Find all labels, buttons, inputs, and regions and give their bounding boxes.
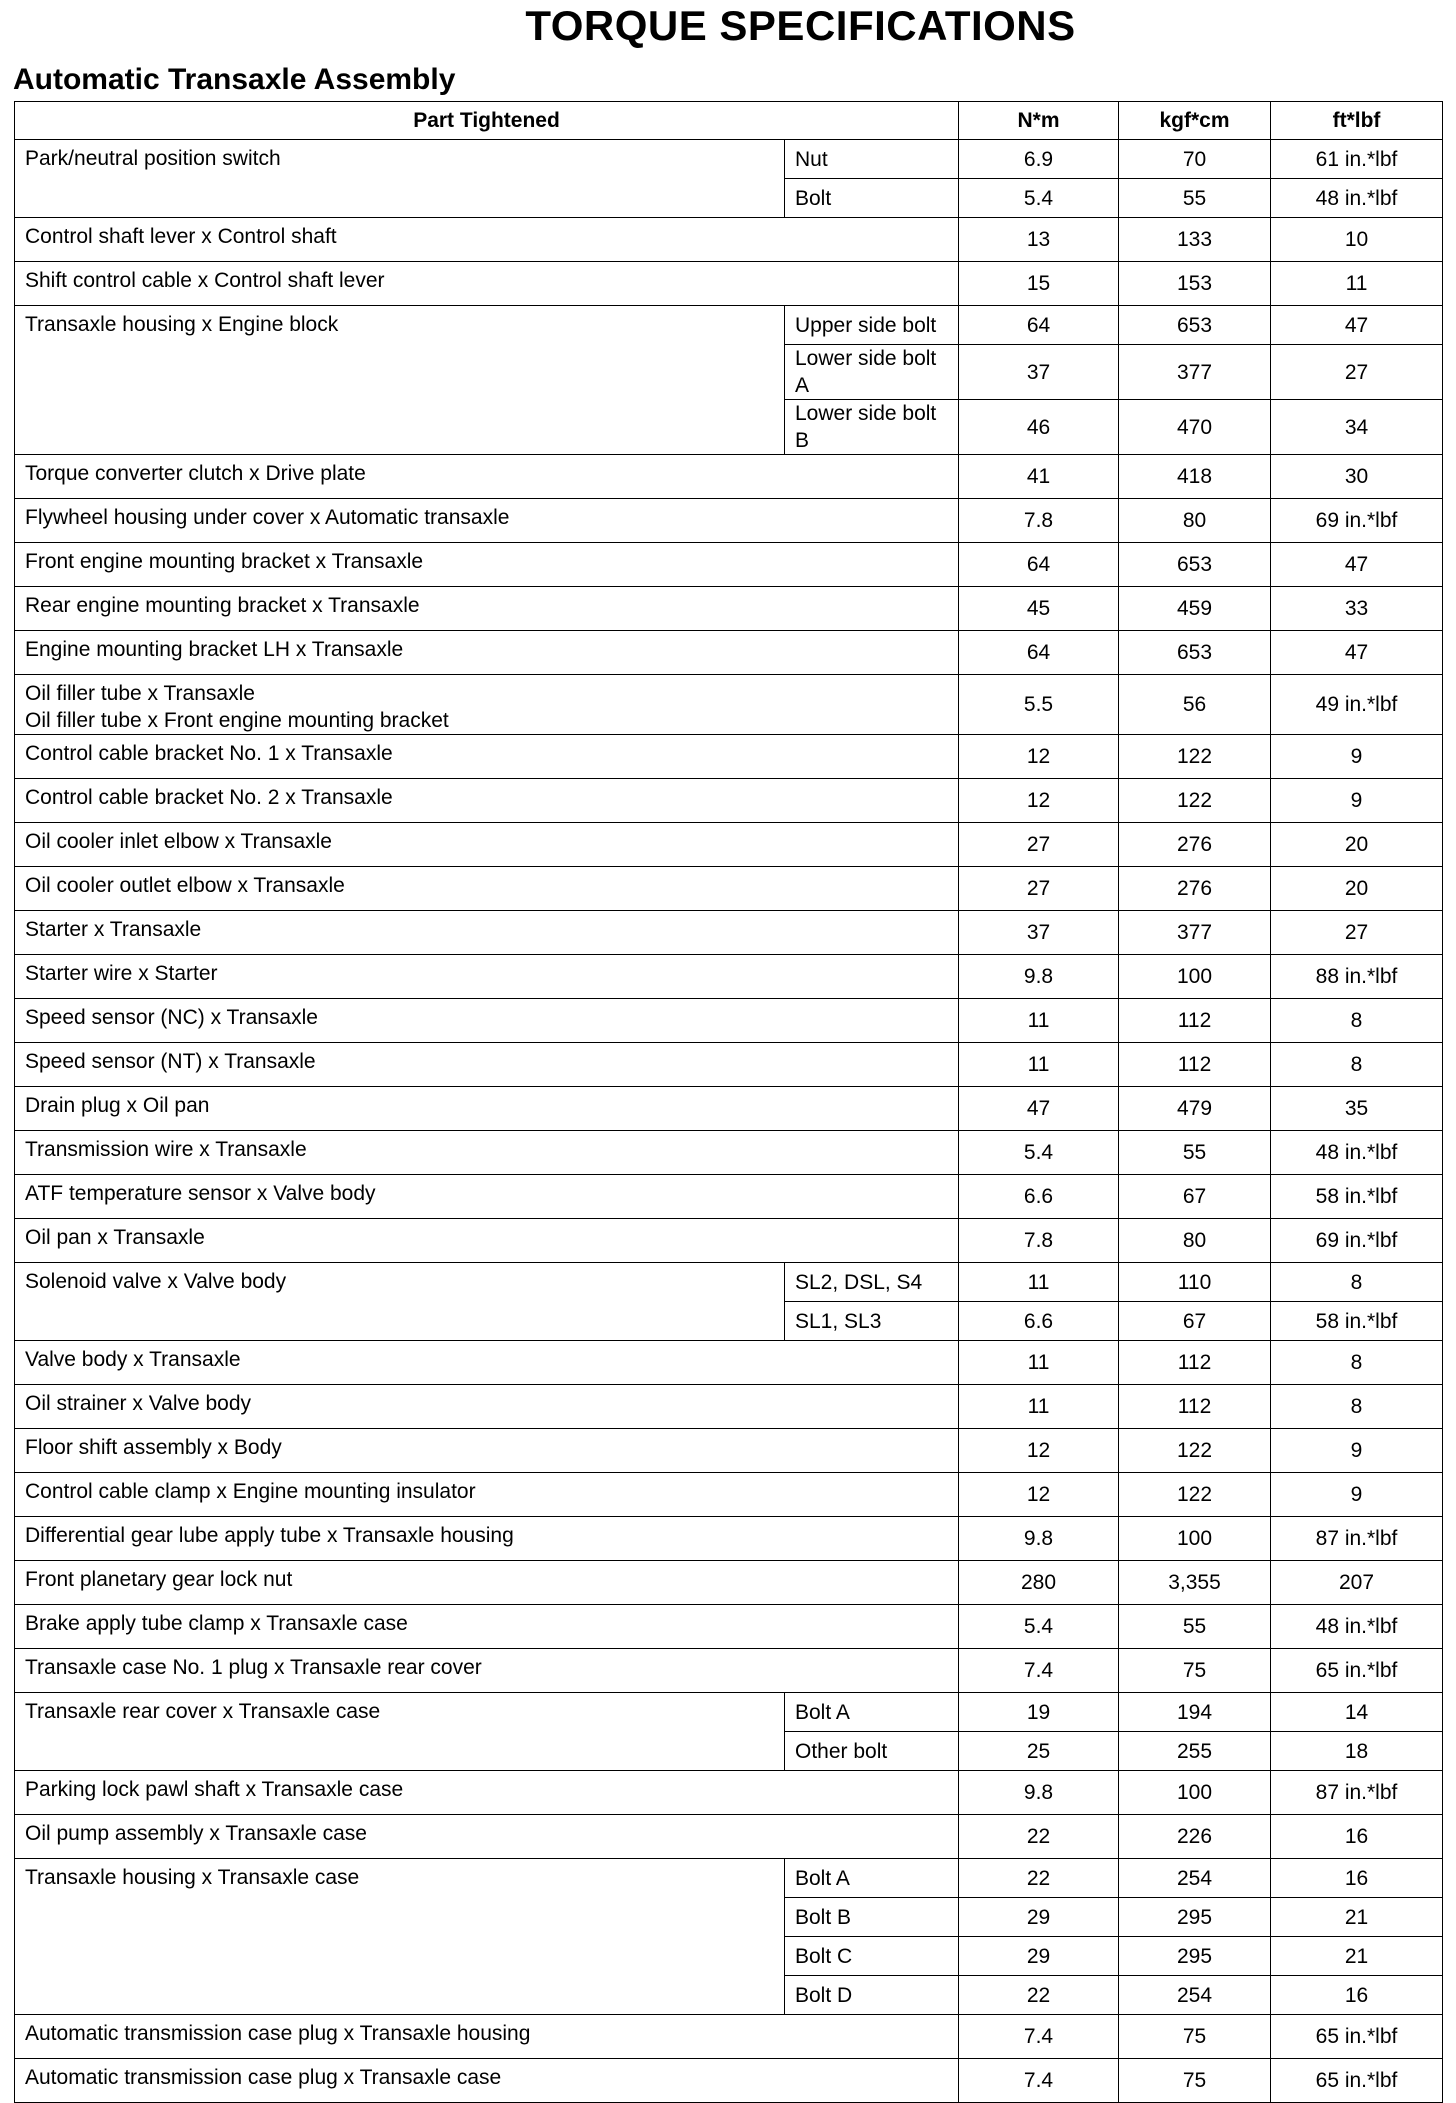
kgfcm-value: 226 xyxy=(1119,1815,1271,1859)
kgfcm-value: 112 xyxy=(1119,999,1271,1043)
nm-value: 11 xyxy=(959,1385,1119,1429)
ftlbf-value: 8 xyxy=(1271,1341,1443,1385)
part-name-secondary: Oil filler tube x Front engine mounting bracket xyxy=(25,709,449,732)
nm-value: 5.4 xyxy=(959,1605,1119,1649)
ftlbf-value: 8 xyxy=(1271,1263,1443,1302)
table-row xyxy=(15,499,1443,543)
sub-part-cell: Upper side bolt xyxy=(785,306,959,345)
sub-part-cell: SL2, DSL, S4 xyxy=(785,1263,959,1302)
ftlbf-value: 9 xyxy=(1271,779,1443,823)
kgfcm-value: 479 xyxy=(1119,1087,1271,1131)
part-name-cell xyxy=(15,218,959,262)
part-name-cell xyxy=(15,1517,959,1561)
sub-part-cell: Bolt A xyxy=(785,1693,959,1732)
table-row xyxy=(15,1815,1443,1859)
nm-value: 15 xyxy=(959,262,1119,306)
part-name: Speed sensor (NC) x Transaxle xyxy=(25,1006,318,1029)
ftlbf-value: 47 xyxy=(1271,306,1443,345)
part-name: Shift control cable x Control shaft lever xyxy=(25,269,385,292)
table-row xyxy=(15,675,1443,735)
kgfcm-value: 653 xyxy=(1119,543,1271,587)
part-name: Brake apply tube clamp x Transaxle case xyxy=(25,1612,408,1635)
table-row xyxy=(15,1473,1443,1517)
part-name: Floor shift assembly x Body xyxy=(25,1436,282,1459)
ftlbf-value: 11 xyxy=(1271,262,1443,306)
part-name: Control cable bracket No. 1 x Transaxle xyxy=(25,742,393,765)
table-row xyxy=(15,1771,1443,1815)
part-name-cell xyxy=(15,455,959,499)
table-row xyxy=(15,735,1443,779)
kgfcm-value: 122 xyxy=(1119,735,1271,779)
ftlbf-value: 58 in.*lbf xyxy=(1271,1175,1443,1219)
nm-value: 46 xyxy=(959,400,1119,455)
table-row xyxy=(15,455,1443,499)
ftlbf-value: 88 in.*lbf xyxy=(1271,955,1443,999)
kgfcm-value: 470 xyxy=(1119,400,1271,455)
ftlbf-value: 9 xyxy=(1271,1429,1443,1473)
nm-value: 280 xyxy=(959,1561,1119,1605)
nm-value: 5.5 xyxy=(959,675,1119,735)
part-name-cell xyxy=(15,1087,959,1131)
ftlbf-value: 49 in.*lbf xyxy=(1271,675,1443,735)
table-row xyxy=(15,587,1443,631)
part-name-cell xyxy=(15,1219,959,1263)
torque-table xyxy=(14,101,1443,2103)
ftlbf-value: 61 in.*lbf xyxy=(1271,140,1443,179)
kgfcm-value: 653 xyxy=(1119,306,1271,345)
ftlbf-value: 65 in.*lbf xyxy=(1271,2015,1443,2059)
ftlbf-value: 27 xyxy=(1271,911,1443,955)
part-name: Oil pan x Transaxle xyxy=(25,1226,205,1249)
part-name: Rear engine mounting bracket x Transaxle xyxy=(25,594,420,617)
table-row xyxy=(15,306,1443,345)
kgfcm-value: 112 xyxy=(1119,1043,1271,1087)
nm-value: 13 xyxy=(959,218,1119,262)
ftlbf-value: 33 xyxy=(1271,587,1443,631)
part-name: Flywheel housing under cover x Automatic transaxle xyxy=(25,506,510,529)
ftlbf-value: 8 xyxy=(1271,1043,1443,1087)
sub-part-cell: Bolt A xyxy=(785,1859,959,1898)
part-name-cell xyxy=(15,1473,959,1517)
table-row xyxy=(15,999,1443,1043)
nm-value: 6.9 xyxy=(959,140,1119,179)
part-name: Transaxle housing x Engine block xyxy=(25,313,339,336)
part-name: Control cable bracket No. 2 x Transaxle xyxy=(25,786,393,809)
part-name: Oil filler tube x Transaxle xyxy=(25,682,255,705)
kgfcm-value: 133 xyxy=(1119,218,1271,262)
sub-part-cell: Lower side bolt B xyxy=(785,400,959,455)
part-name: Transaxle rear cover x Transaxle case xyxy=(25,1700,381,1723)
part-name-cell xyxy=(15,1131,959,1175)
part-name-cell xyxy=(15,1341,959,1385)
part-name: Torque converter clutch x Drive plate xyxy=(25,462,366,485)
part-name-cell xyxy=(15,140,785,218)
column-header-ftlbf: ft*lbf xyxy=(1271,102,1443,140)
part-name: Control cable clamp x Engine mounting insulator xyxy=(25,1480,476,1503)
ftlbf-value: 9 xyxy=(1271,735,1443,779)
part-name-cell xyxy=(15,499,959,543)
nm-value: 5.4 xyxy=(959,1131,1119,1175)
part-name: Differential gear lube apply tube x Transaxle housing xyxy=(25,1524,514,1547)
nm-value: 7.8 xyxy=(959,1219,1119,1263)
part-name-cell xyxy=(15,1859,785,2015)
part-name: Transmission wire x Transaxle xyxy=(25,1138,307,1161)
nm-value: 64 xyxy=(959,631,1119,675)
ftlbf-value: 8 xyxy=(1271,999,1443,1043)
kgfcm-value: 67 xyxy=(1119,1302,1271,1341)
sub-part-cell: Lower side bolt A xyxy=(785,345,959,400)
table-row xyxy=(15,823,1443,867)
sub-part-cell: Bolt xyxy=(785,179,959,218)
part-name: Control shaft lever x Control shaft xyxy=(25,225,337,248)
ftlbf-value: 27 xyxy=(1271,345,1443,400)
ftlbf-value: 21 xyxy=(1271,1898,1443,1937)
part-name: Front engine mounting bracket x Transaxle xyxy=(25,550,424,573)
ftlbf-value: 9 xyxy=(1271,1473,1443,1517)
nm-value: 9.8 xyxy=(959,955,1119,999)
nm-value: 12 xyxy=(959,1473,1119,1517)
nm-value: 45 xyxy=(959,587,1119,631)
ftlbf-value: 14 xyxy=(1271,1693,1443,1732)
table-row xyxy=(15,1087,1443,1131)
kgfcm-value: 255 xyxy=(1119,1732,1271,1771)
ftlbf-value: 48 in.*lbf xyxy=(1271,179,1443,218)
table-row xyxy=(15,631,1443,675)
ftlbf-value: 16 xyxy=(1271,1815,1443,1859)
section-title: Automatic Transaxle Assembly xyxy=(13,63,456,96)
column-header-kgfcm: kgf*cm xyxy=(1119,102,1271,140)
nm-value: 9.8 xyxy=(959,1517,1119,1561)
part-name: Parking lock pawl shaft x Transaxle case xyxy=(25,1778,404,1801)
part-name: Starter wire x Starter xyxy=(25,962,218,985)
ftlbf-value: 87 in.*lbf xyxy=(1271,1771,1443,1815)
kgfcm-value: 80 xyxy=(1119,499,1271,543)
table-row xyxy=(15,1043,1443,1087)
ftlbf-value: 69 in.*lbf xyxy=(1271,1219,1443,1263)
part-name: Oil pump assembly x Transaxle case xyxy=(25,1822,367,1845)
ftlbf-value: 65 in.*lbf xyxy=(1271,2059,1443,2103)
kgfcm-value: 122 xyxy=(1119,1429,1271,1473)
kgfcm-value: 75 xyxy=(1119,2059,1271,2103)
part-name-cell xyxy=(15,955,959,999)
table-row xyxy=(15,1561,1443,1605)
nm-value: 25 xyxy=(959,1732,1119,1771)
kgfcm-value: 122 xyxy=(1119,779,1271,823)
part-name: ATF temperature sensor x Valve body xyxy=(25,1182,376,1205)
part-name-cell xyxy=(15,1771,959,1815)
part-name-cell xyxy=(15,1693,785,1771)
ftlbf-value: 20 xyxy=(1271,867,1443,911)
kgfcm-value: 276 xyxy=(1119,867,1271,911)
table-row xyxy=(15,1131,1443,1175)
part-name: Speed sensor (NT) x Transaxle xyxy=(25,1050,316,1073)
part-name: Park/neutral position switch xyxy=(25,147,281,170)
part-name-cell xyxy=(15,1385,959,1429)
ftlbf-value: 48 in.*lbf xyxy=(1271,1131,1443,1175)
ftlbf-value: 34 xyxy=(1271,400,1443,455)
table-row xyxy=(15,1341,1443,1385)
ftlbf-value: 10 xyxy=(1271,218,1443,262)
part-name-cell xyxy=(15,1561,959,1605)
table-row xyxy=(15,911,1443,955)
ftlbf-value: 207 xyxy=(1271,1561,1443,1605)
part-name-cell xyxy=(15,735,959,779)
kgfcm-value: 100 xyxy=(1119,1771,1271,1815)
part-name: Front planetary gear lock nut xyxy=(25,1568,293,1591)
table-row xyxy=(15,2059,1443,2103)
table-row xyxy=(15,1175,1443,1219)
nm-value: 29 xyxy=(959,1898,1119,1937)
kgfcm-value: 70 xyxy=(1119,140,1271,179)
nm-value: 7.4 xyxy=(959,1649,1119,1693)
kgfcm-value: 276 xyxy=(1119,823,1271,867)
nm-value: 7.4 xyxy=(959,2015,1119,2059)
kgfcm-value: 295 xyxy=(1119,1898,1271,1937)
torque-table-body xyxy=(15,140,1443,2103)
kgfcm-value: 112 xyxy=(1119,1341,1271,1385)
nm-value: 64 xyxy=(959,543,1119,587)
part-name-cell xyxy=(15,1175,959,1219)
ftlbf-value: 21 xyxy=(1271,1937,1443,1976)
nm-value: 19 xyxy=(959,1693,1119,1732)
table-row xyxy=(15,1517,1443,1561)
nm-value: 12 xyxy=(959,1429,1119,1473)
kgfcm-value: 55 xyxy=(1119,179,1271,218)
ftlbf-value: 87 in.*lbf xyxy=(1271,1517,1443,1561)
kgfcm-value: 153 xyxy=(1119,262,1271,306)
kgfcm-value: 55 xyxy=(1119,1605,1271,1649)
part-name-cell xyxy=(15,999,959,1043)
nm-value: 7.4 xyxy=(959,2059,1119,2103)
part-name: Automatic transmission case plug x Transaxle case xyxy=(25,2066,502,2089)
kgfcm-value: 110 xyxy=(1119,1263,1271,1302)
kgfcm-value: 67 xyxy=(1119,1175,1271,1219)
ftlbf-value: 30 xyxy=(1271,455,1443,499)
ftlbf-value: 69 in.*lbf xyxy=(1271,499,1443,543)
part-name-cell xyxy=(15,1429,959,1473)
table-row xyxy=(15,1605,1443,1649)
part-name-cell xyxy=(15,587,959,631)
kgfcm-value: 75 xyxy=(1119,1649,1271,1693)
ftlbf-value: 48 in.*lbf xyxy=(1271,1605,1443,1649)
sub-part-cell: Nut xyxy=(785,140,959,179)
part-name-cell xyxy=(15,1263,785,1341)
part-name-cell xyxy=(15,543,959,587)
part-name: Oil strainer x Valve body xyxy=(25,1392,252,1415)
part-name-cell xyxy=(15,1605,959,1649)
table-row xyxy=(15,1263,1443,1302)
kgfcm-value: 418 xyxy=(1119,455,1271,499)
ftlbf-value: 47 xyxy=(1271,543,1443,587)
part-name: Valve body x Transaxle xyxy=(25,1348,241,1371)
column-header-nm: N*m xyxy=(959,102,1119,140)
ftlbf-value: 65 in.*lbf xyxy=(1271,1649,1443,1693)
ftlbf-value: 47 xyxy=(1271,631,1443,675)
part-name-cell xyxy=(15,779,959,823)
table-row xyxy=(15,867,1443,911)
table-row xyxy=(15,779,1443,823)
table-row xyxy=(15,1649,1443,1693)
nm-value: 37 xyxy=(959,345,1119,400)
table-row xyxy=(15,543,1443,587)
nm-value: 7.8 xyxy=(959,499,1119,543)
ftlbf-value: 16 xyxy=(1271,1976,1443,2015)
kgfcm-value: 3,355 xyxy=(1119,1561,1271,1605)
part-name-cell xyxy=(15,1815,959,1859)
table-row xyxy=(15,1859,1443,1898)
nm-value: 12 xyxy=(959,779,1119,823)
sub-part-cell: Bolt D xyxy=(785,1976,959,2015)
part-name: Starter x Transaxle xyxy=(25,918,202,941)
table-row xyxy=(15,955,1443,999)
nm-value: 64 xyxy=(959,306,1119,345)
nm-value: 11 xyxy=(959,1263,1119,1302)
nm-value: 41 xyxy=(959,455,1119,499)
nm-value: 47 xyxy=(959,1087,1119,1131)
sub-part-cell: Other bolt xyxy=(785,1732,959,1771)
nm-value: 6.6 xyxy=(959,1175,1119,1219)
part-name: Transaxle housing x Transaxle case xyxy=(25,1866,360,1889)
nm-value: 22 xyxy=(959,1859,1119,1898)
nm-value: 27 xyxy=(959,823,1119,867)
kgfcm-value: 75 xyxy=(1119,2015,1271,2059)
kgfcm-value: 653 xyxy=(1119,631,1271,675)
kgfcm-value: 459 xyxy=(1119,587,1271,631)
nm-value: 6.6 xyxy=(959,1302,1119,1341)
table-header-row xyxy=(15,102,1443,140)
nm-value: 11 xyxy=(959,1043,1119,1087)
table-row xyxy=(15,262,1443,306)
table-row xyxy=(15,1693,1443,1732)
kgfcm-value: 122 xyxy=(1119,1473,1271,1517)
nm-value: 11 xyxy=(959,999,1119,1043)
kgfcm-value: 295 xyxy=(1119,1937,1271,1976)
page-title: TORQUE SPECIFICATIONS xyxy=(525,2,1076,49)
nm-value: 12 xyxy=(959,735,1119,779)
part-name: Transaxle case No. 1 plug x Transaxle rear cover xyxy=(25,1656,482,1679)
kgfcm-value: 100 xyxy=(1119,1517,1271,1561)
part-name: Drain plug x Oil pan xyxy=(25,1094,210,1117)
ftlbf-value: 18 xyxy=(1271,1732,1443,1771)
kgfcm-value: 100 xyxy=(1119,955,1271,999)
nm-value: 11 xyxy=(959,1341,1119,1385)
part-name-cell xyxy=(15,867,959,911)
part-name: Oil cooler outlet elbow x Transaxle xyxy=(25,874,345,897)
nm-value: 22 xyxy=(959,1976,1119,2015)
part-name-cell xyxy=(15,675,959,735)
kgfcm-value: 56 xyxy=(1119,675,1271,735)
kgfcm-value: 55 xyxy=(1119,1131,1271,1175)
kgfcm-value: 194 xyxy=(1119,1693,1271,1732)
nm-value: 29 xyxy=(959,1937,1119,1976)
part-name-cell xyxy=(15,1043,959,1087)
kgfcm-value: 254 xyxy=(1119,1859,1271,1898)
part-name: Engine mounting bracket LH x Transaxle xyxy=(25,638,404,661)
sub-part-cell: Bolt B xyxy=(785,1898,959,1937)
table-row xyxy=(15,140,1443,179)
part-name: Automatic transmission case plug x Transaxle housing xyxy=(25,2022,531,2045)
column-header-part: Part Tightened xyxy=(15,102,959,140)
part-name-cell xyxy=(15,1649,959,1693)
part-name: Solenoid valve x Valve body xyxy=(25,1270,287,1293)
nm-value: 5.4 xyxy=(959,179,1119,218)
kgfcm-value: 112 xyxy=(1119,1385,1271,1429)
part-name-cell xyxy=(15,2015,959,2059)
ftlbf-value: 58 in.*lbf xyxy=(1271,1302,1443,1341)
kgfcm-value: 377 xyxy=(1119,911,1271,955)
part-name-cell xyxy=(15,262,959,306)
part-name-cell xyxy=(15,631,959,675)
part-name-cell xyxy=(15,2059,959,2103)
table-row xyxy=(15,1429,1443,1473)
table-row xyxy=(15,1219,1443,1263)
ftlbf-value: 8 xyxy=(1271,1385,1443,1429)
part-name-cell xyxy=(15,823,959,867)
nm-value: 9.8 xyxy=(959,1771,1119,1815)
kgfcm-value: 377 xyxy=(1119,345,1271,400)
nm-value: 37 xyxy=(959,911,1119,955)
ftlbf-value: 16 xyxy=(1271,1859,1443,1898)
table-row xyxy=(15,1385,1443,1429)
nm-value: 22 xyxy=(959,1815,1119,1859)
kgfcm-value: 80 xyxy=(1119,1219,1271,1263)
kgfcm-value: 254 xyxy=(1119,1976,1271,2015)
sub-part-cell: Bolt C xyxy=(785,1937,959,1976)
part-name-cell xyxy=(15,306,785,455)
table-row xyxy=(15,218,1443,262)
table-row xyxy=(15,2015,1443,2059)
part-name: Oil cooler inlet elbow x Transaxle xyxy=(25,830,332,853)
ftlbf-value: 20 xyxy=(1271,823,1443,867)
sub-part-cell: SL1, SL3 xyxy=(785,1302,959,1341)
part-name-cell xyxy=(15,911,959,955)
nm-value: 27 xyxy=(959,867,1119,911)
ftlbf-value: 35 xyxy=(1271,1087,1443,1131)
